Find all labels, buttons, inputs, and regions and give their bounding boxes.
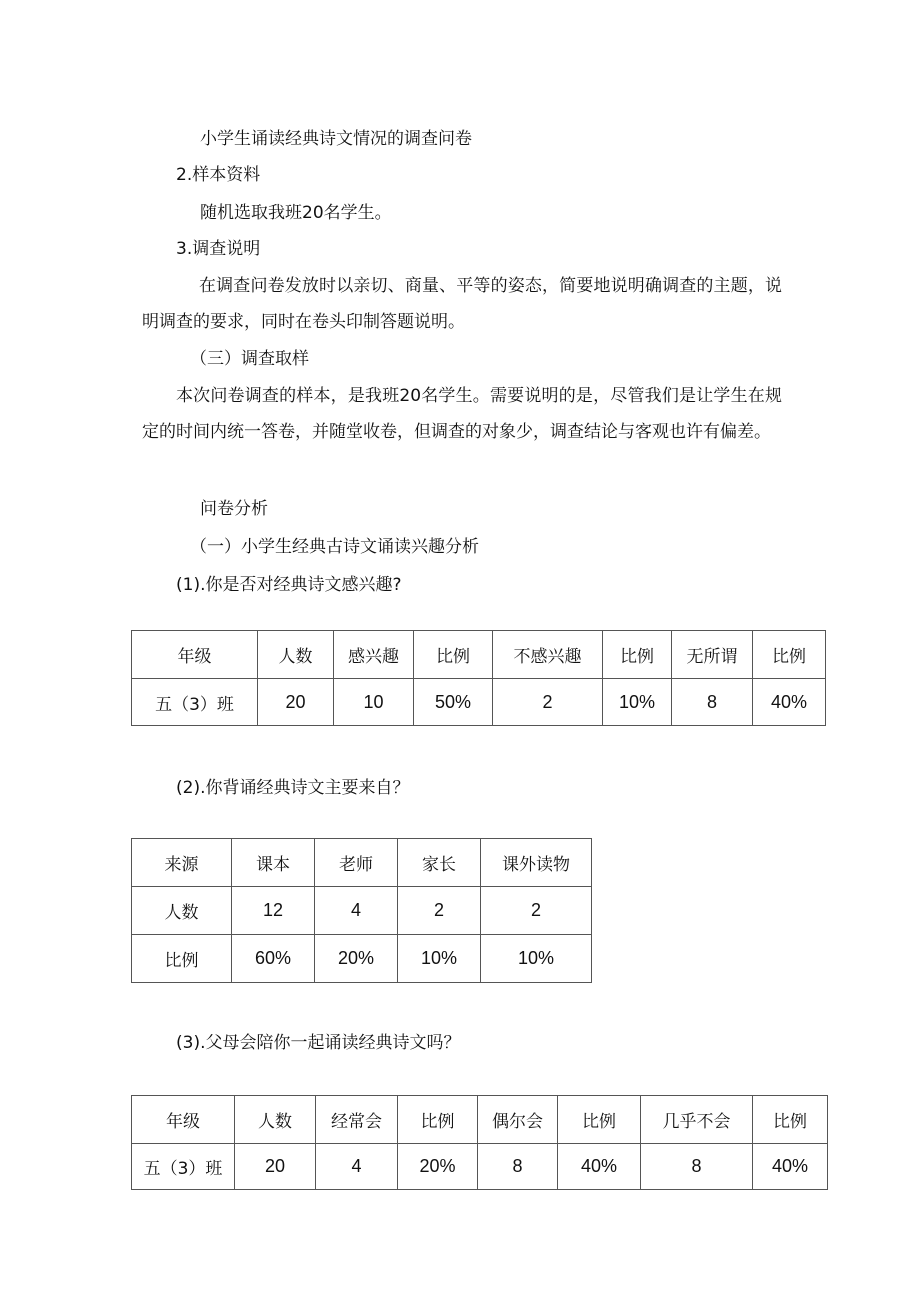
table-cell: 12 <box>232 887 315 935</box>
table-cell: 20% <box>315 935 398 983</box>
table-cell: 20 <box>258 679 334 726</box>
header-cell: 不感兴趣 <box>493 631 603 679</box>
table-header-row <box>132 839 592 887</box>
q1-table <box>131 630 826 726</box>
table-cell: 8 <box>672 679 753 726</box>
header-cell: 比例 <box>603 631 672 679</box>
section-3-text: 在调查问卷发放时以亲切、商量、平等的姿态，简要地说明确调查的主题，说明调查的要求，同时在卷头印制答题说明。 <box>142 276 782 332</box>
table-row <box>132 935 592 983</box>
header-cell: 课外读物 <box>481 839 592 887</box>
header-cell: 比例 <box>753 1096 828 1144</box>
header-cell: 比例 <box>414 631 493 679</box>
table-cell: 2 <box>493 679 603 726</box>
table-cell: 10% <box>481 935 592 983</box>
sampling-text: 本次问卷调查的样本，是我班20名学生。需要说明的是，尽管我们是让学生在规定的时间内统一答卷，并随堂收卷，但调查的对象少，调查结论与客观也许有偏差。 <box>142 386 782 442</box>
header-cell: 课本 <box>232 839 315 887</box>
section-2-heading: 2.样本资料 <box>176 165 261 185</box>
q2-question: (2).你背诵经典诗文主要来自？ <box>176 778 410 798</box>
header-cell: 比例 <box>753 631 826 679</box>
analysis-heading: 问卷分析 <box>200 499 268 519</box>
header-cell: 年级 <box>132 631 258 679</box>
table-cell: 8 <box>641 1144 753 1190</box>
q3-table <box>131 1095 828 1190</box>
header-cell: 经常会 <box>316 1096 398 1144</box>
table-cell: 20 <box>235 1144 316 1190</box>
header-cell: 人数 <box>235 1096 316 1144</box>
table-cell: 五（3）班 <box>132 679 258 726</box>
table-cell: 40% <box>558 1144 641 1190</box>
header-cell: 偶尔会 <box>478 1096 558 1144</box>
header-cell: 家长 <box>398 839 481 887</box>
interest-heading: （一）小学生经典古诗文诵读兴趣分析 <box>190 537 479 557</box>
table-cell: 10 <box>334 679 414 726</box>
header-cell: 比例 <box>558 1096 641 1144</box>
header-cell: 无所谓 <box>672 631 753 679</box>
table-cell: 10% <box>603 679 672 726</box>
table-header-row <box>132 631 826 679</box>
sampling-heading: （三）调查取样 <box>190 349 309 369</box>
section-2-text: 随机选取我班20名学生。 <box>200 203 392 223</box>
table-cell: 40% <box>753 1144 828 1190</box>
table-cell: 40% <box>753 679 826 726</box>
q1-question: (1).你是否对经典诗文感兴趣? <box>176 575 402 595</box>
table-cell: 2 <box>398 887 481 935</box>
table-cell: 8 <box>478 1144 558 1190</box>
document-title: 小学生诵读经典诗文情况的调查问卷 <box>200 129 472 149</box>
header-cell: 年级 <box>132 1096 235 1144</box>
header-cell: 比例 <box>398 1096 478 1144</box>
table-cell: 人数 <box>132 887 232 935</box>
header-cell: 感兴趣 <box>334 631 414 679</box>
header-cell: 人数 <box>258 631 334 679</box>
table-row <box>132 1144 828 1190</box>
table-cell: 4 <box>315 887 398 935</box>
table-cell: 4 <box>316 1144 398 1190</box>
table-row <box>132 887 592 935</box>
section-3-heading: 3.调查说明 <box>176 239 261 259</box>
header-cell: 老师 <box>315 839 398 887</box>
table-cell: 五（3）班 <box>132 1144 235 1190</box>
table-cell: 比例 <box>132 935 232 983</box>
q3-question: (3).父母会陪你一起诵读经典诗文吗？ <box>176 1033 461 1053</box>
table-row <box>132 679 826 726</box>
table-cell: 20% <box>398 1144 478 1190</box>
table-cell: 60% <box>232 935 315 983</box>
q2-table <box>131 838 592 983</box>
table-cell: 2 <box>481 887 592 935</box>
header-cell: 来源 <box>132 839 232 887</box>
table-cell: 50% <box>414 679 493 726</box>
table-cell: 10% <box>398 935 481 983</box>
header-cell: 几乎不会 <box>641 1096 753 1144</box>
table-header-row <box>132 1096 828 1144</box>
